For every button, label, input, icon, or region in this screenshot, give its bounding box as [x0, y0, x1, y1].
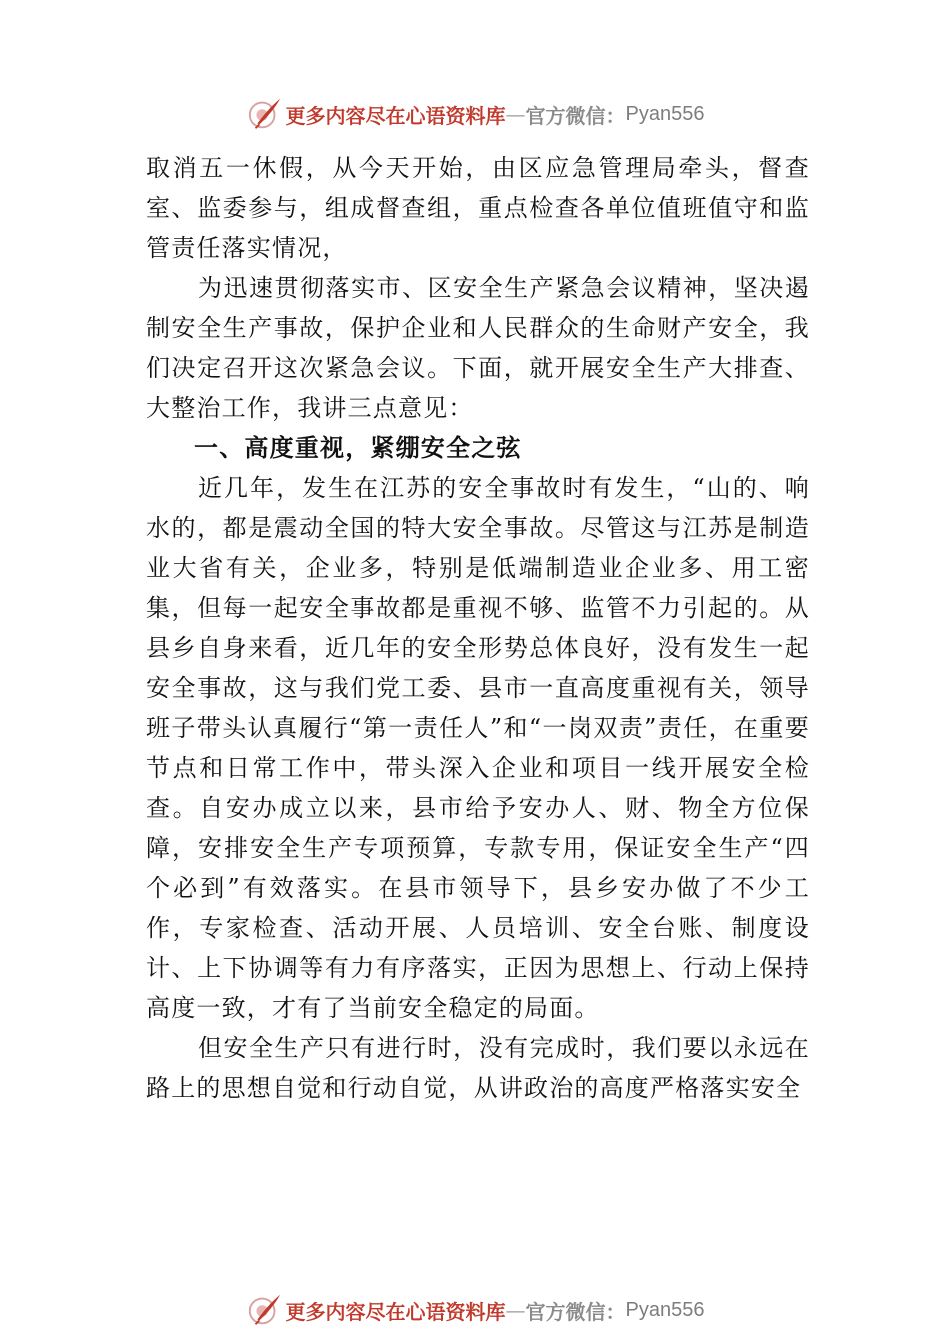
- quill-logo-icon: [246, 1291, 284, 1329]
- section-heading-1: 一、高度重视，紧绷安全之弦: [194, 434, 522, 462]
- footer-banner: [0, 1290, 950, 1330]
- quill-logo-icon: [246, 95, 284, 133]
- wechat-id: Pyan556: [625, 102, 705, 125]
- dash-separator: —: [505, 1298, 526, 1322]
- paragraph-4: 但安全生产只有进行时，没有完成时，我们要以永远在路上的思想自觉和行动自觉，从讲政治的高度严格落实安全: [146, 1034, 810, 1102]
- wechat-label: 官方微信：: [525, 103, 626, 128]
- header-banner: [0, 94, 950, 134]
- document-body: [146, 148, 810, 1108]
- dash-separator: —: [505, 102, 526, 126]
- promo-text: 更多内容尽在心语资料库: [285, 103, 506, 128]
- wechat-id: Pyan556: [625, 1298, 705, 1321]
- paragraph-3: 近几年，发生在江苏的安全事故时有发生，“山的、响水的，都是震动全国的特大安全事故。尽管这与江苏是制造业大省有关，企业多，特别是低端制造业企业多、用工密集，但每一起安全事故都是重视不够、监管不力引起的。从县乡自身来看，近几年的安全形势总体良好，没有发生一起安全事故，这与我们党工委、县市一直高度重视有关，领导班子带头认真履行“第一责任人”和“一岗双责”责任，在重要节点和日常工作中，带头深入企业和项目一线开展安全检查。自安办成立以来，县市给予安办人、财、物全方位保障，安排安全生产专项预算，专款专用，保证安全生产“四个必到”有效落实。在县市领导下，县乡安办做了不少工作，专家检查、活动开展、人员培训、安全台账、制度设计、上下协调等有力有序落实，正因为思想上、行动上保持高度一致，才有了当前安全稳定的局面。: [146, 474, 810, 1022]
- wechat-label: 官方微信：: [525, 1299, 626, 1324]
- paragraph-1: 取消五一休假，从今天开始，由区应急管理局牵头，督查室、监委参与，组成督查组，重点检查各单位值班值守和监管责任落实情况，: [146, 154, 810, 262]
- promo-text: 更多内容尽在心语资料库: [285, 1299, 506, 1324]
- paragraph-2: 为迅速贯彻落实市、区安全生产紧急会议精神，坚决遏制安全生产事故，保护企业和人民群众的生命财产安全，我们决定召开这次紧急会议。下面，就开展安全生产大排查、大整治工作，我讲三点意见：: [146, 274, 810, 422]
